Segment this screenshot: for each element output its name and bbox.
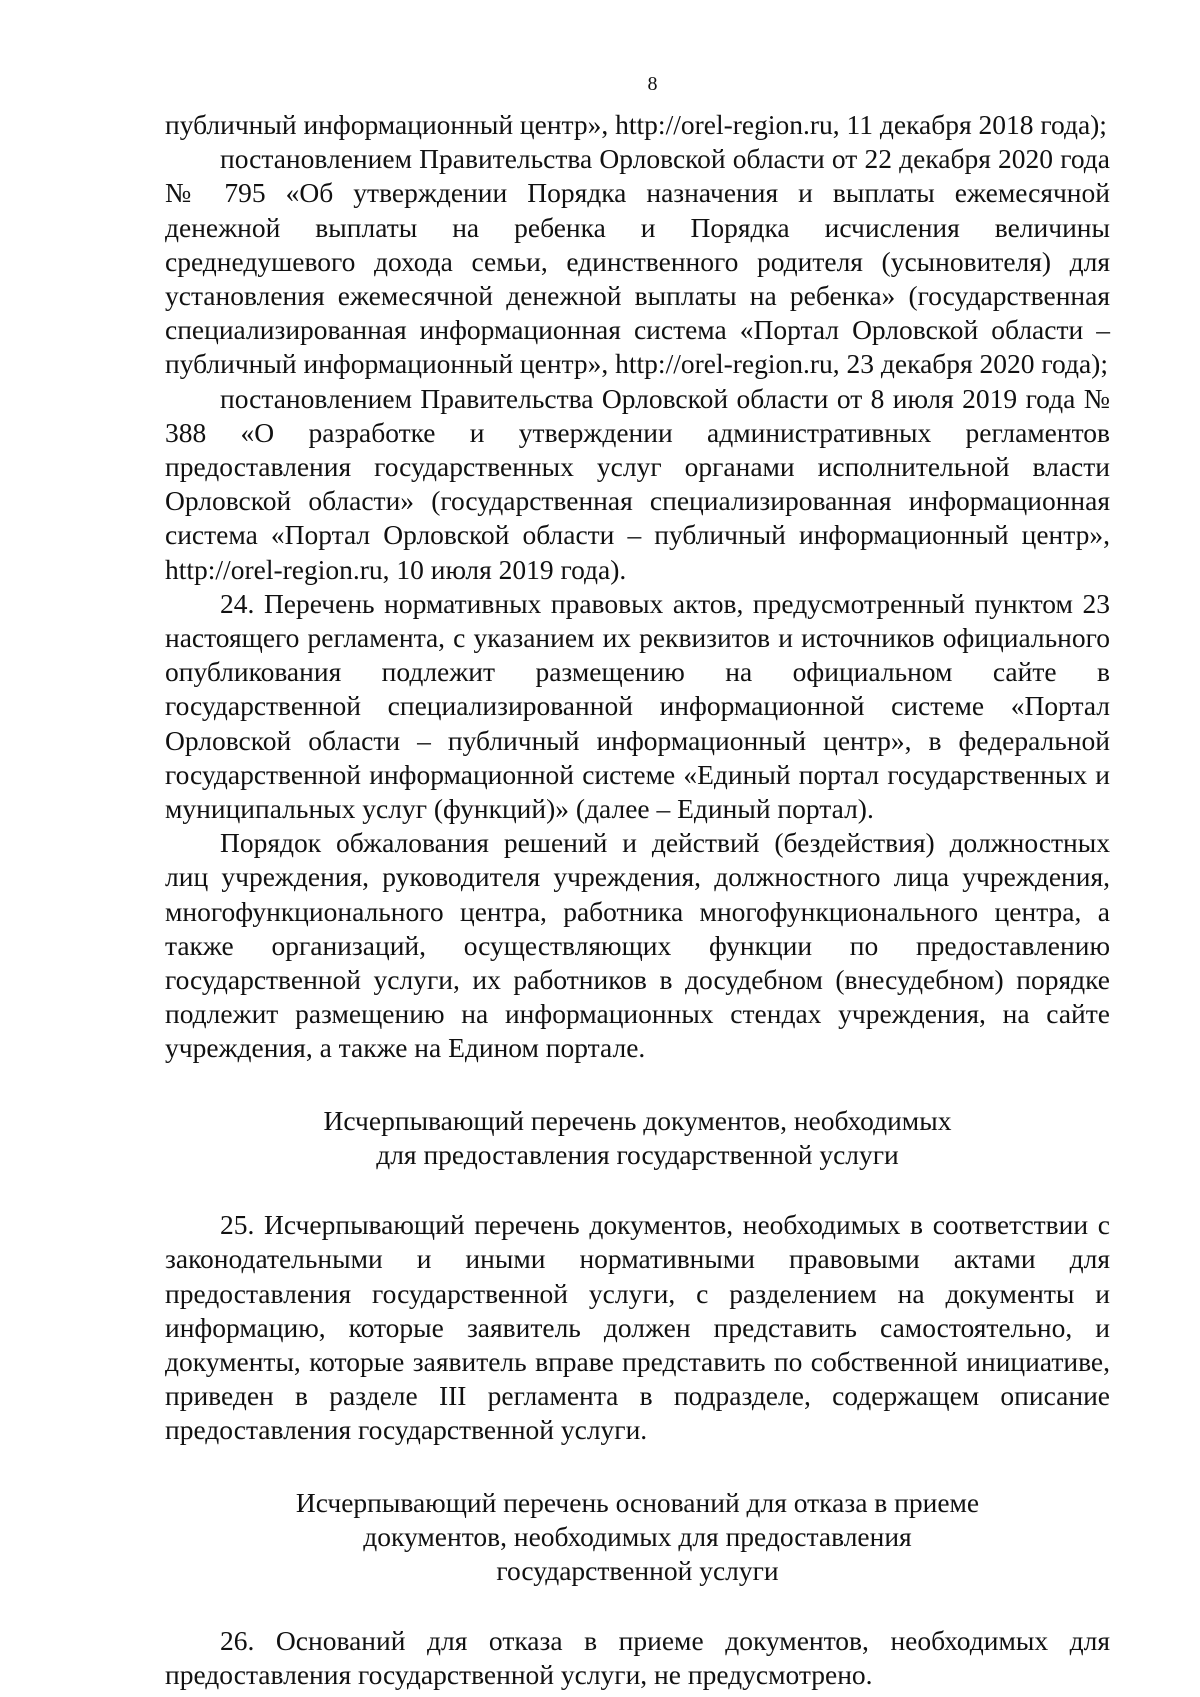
paragraph-decree-795: постановлением Правительства Орловской области от 22 декабря 2020 года № 795 «Об утверждении Порядка назначения и выплаты ежемесячной денежной выплаты на ребенка и Порядка исчисления величины среднедушевого дохода семьи, единственного родителя (усыновителя) для установления ежемесячной денежной выплаты на ребенка» (государственная специализированная информационная система «Портал Орловской области – публичный информационный центр», http://orel-region.ru, 23 декабря 2020 года);	[165, 143, 1110, 380]
paragraph-continuation: публичный информационный центр», http://orel-region.ru, 11 декабря 2018 года);	[165, 109, 1107, 140]
page-number: 8	[647, 73, 658, 95]
heading-line: документов, необходимых для предоставления	[363, 1520, 912, 1552]
heading-line: Исчерпывающий перечень оснований для отказа в приеме	[295, 1486, 980, 1518]
paragraph-appeal-procedure: Порядок обжалования решений и действий (бездействия) должностных лиц учреждения, руководителя учреждения, должностного лица учреждения, многофункционального центра, работника многофункционального центра, а также организаций, осуществляющих функции по предоставлению государственной услуги, их работников в досудебном (внесудебном) порядке подлежит размещению на информационных стендах учреждения, на сайте учреждения, а также на Едином портале.	[165, 827, 1110, 1064]
heading-line: государственной услуги	[496, 1554, 779, 1586]
paragraph-decree-388: постановлением Правительства Орловской области от 8 июля 2019 года № 388 «О разработке и утверждении административных регламентов предоставления государственных услуг органами исполнительной власти Орловской области» (государственная специализированная информационная система «Портал Орловской области – публичный информационный центр», http://orel-region.ru, 10 июля 2019 года).	[165, 382, 1110, 585]
paragraph-26: 26. Оснований для отказа в приеме документов, необходимых для предоставления государственной услуги, не предусмотрено.	[165, 1625, 1110, 1691]
section-heading-documents	[165, 1104, 1110, 1172]
paragraph-24: 24. Перечень нормативных правовых актов, предусмотренный пунктом 23 настоящего регламента, с указанием их реквизитов и источников официального опубликования подлежит размещению на официальном сайте в государственной специализированной информационной системе «Портал Орловской области – публичный информационный центр», в федеральной государственной информационной системе «Единый портал государственных и муниципальных услуг (функций)» (далее – Единый портал).	[165, 587, 1110, 825]
paragraph-25: 25. Исчерпывающий перечень документов, необходимых в соответствии с законодательными и иными нормативными правовыми актами для предоставления государственной услуги, с разделением на документы и информацию, которые заявитель должен представить самостоятельно, и документы, которые заявитель вправе представить по собственной инициативе, приведен в разделе III регламента в подразделе, содержащем описание предоставления государственной услуги.	[165, 1209, 1110, 1446]
heading-line: для предоставления государственной услуги	[376, 1138, 899, 1170]
heading-line: Исчерпывающий перечень документов, необходимых	[323, 1104, 952, 1136]
section-heading-refusal-grounds	[165, 1486, 1110, 1589]
